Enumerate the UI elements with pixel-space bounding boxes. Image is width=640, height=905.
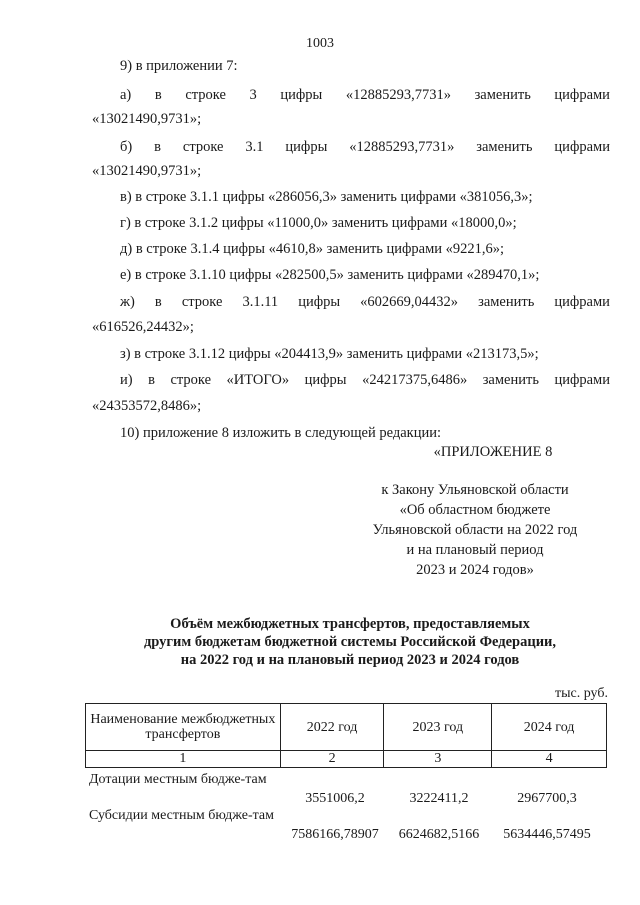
- title-line: на 2022 год и на плановый период 2023 и 2024 годов: [180, 652, 520, 668]
- amendment-g: г) в строке 3.1.2 цифры «11000,0» заменить цифрами «18000,0»;: [120, 215, 517, 231]
- amendment-z: з) в строке 3.1.12 цифры «204413,9» заменить цифрами «213173,5»;: [120, 346, 539, 362]
- word: в: [154, 139, 161, 155]
- value-2023: 6624682,5166: [398, 827, 480, 842]
- transfers-table-header: [85, 703, 607, 768]
- value-2022: 7586166,78907: [291, 827, 379, 842]
- amendment-10: 10) приложение 8 изложить в следующей редакции:: [120, 425, 442, 441]
- title-line: Объём межбюджетных трансфертов, предоставляемых: [170, 616, 530, 632]
- word: цифрами: [554, 139, 610, 155]
- word: 3.1.11: [242, 294, 279, 310]
- value-2022: 3551006,2: [305, 791, 365, 806]
- page-number: 1003: [306, 36, 334, 51]
- word: цифрами: [554, 87, 610, 103]
- word: 3.1: [245, 139, 264, 155]
- amendment-a: [120, 87, 610, 104]
- header-2022: 2022 год: [280, 704, 384, 751]
- word: «ИТОГО»: [226, 372, 290, 388]
- units-label: тыс. руб.: [555, 686, 608, 701]
- word: «602669,04432»: [360, 294, 459, 310]
- word: «12885293,7731»: [345, 87, 451, 103]
- column-number: 4: [492, 751, 607, 768]
- amendment-v: в) в строке 3.1.1 цифры «286056,3» заменить цифрами «381056,3»;: [120, 189, 533, 205]
- amendment-i: [120, 372, 610, 389]
- word: строке: [185, 87, 226, 103]
- amendment-e: е) в строке 3.1.10 цифры «282500,5» заменить цифрами «289470,1»;: [120, 267, 540, 283]
- header-2024: 2024 год: [492, 704, 607, 751]
- amendment-zh-continuation: «616526,24432»;: [92, 319, 194, 335]
- word: в: [154, 294, 162, 310]
- title-line: другим бюджетам бюджетной системы Российской Федерации,: [143, 634, 557, 650]
- amendment-d: д) в строке 3.1.4 цифры «4610,8» заменить цифрами «9221,6»;: [120, 241, 505, 257]
- header-name: Наименование межбюджетных трансфертов: [86, 704, 281, 751]
- word: цифрами: [554, 294, 610, 310]
- word: заменить: [482, 372, 539, 388]
- word: строке: [182, 139, 224, 155]
- value-2024: 5634446,57495: [503, 827, 591, 842]
- word: цифры: [298, 294, 341, 310]
- word: цифры: [285, 139, 328, 155]
- amendment-intro: 9) в приложении 7:: [120, 58, 238, 74]
- appendix-reference: [360, 480, 590, 580]
- reference-line: и на плановый период: [406, 542, 544, 558]
- word: цифрами: [554, 372, 610, 388]
- word: «24217375,6486»: [362, 372, 468, 388]
- document-title: [90, 615, 610, 669]
- column-number: 3: [384, 751, 492, 768]
- word: в: [148, 372, 155, 388]
- amendment-a-continuation: «13021490,9731»;: [92, 111, 202, 127]
- amendment-b: [120, 139, 610, 156]
- reference-line: Ульяновской области на 2022 год: [372, 522, 578, 538]
- word: ж): [120, 294, 135, 310]
- column-number: 2: [280, 751, 384, 768]
- word: заменить: [478, 294, 535, 310]
- word: а): [120, 87, 132, 103]
- column-number: 1: [86, 751, 281, 768]
- word: заменить: [476, 139, 533, 155]
- value-2023: 3222411,2: [409, 791, 469, 806]
- header-2023: 2023 год: [384, 704, 492, 751]
- word: строке: [170, 372, 212, 388]
- word: «12885293,7731»: [349, 139, 455, 155]
- row-name: Дотации местным бюдже-там: [89, 772, 267, 787]
- value-2024: 2967700,3: [517, 791, 577, 806]
- transfers-table-body: [85, 771, 607, 843]
- word: цифры: [304, 372, 347, 388]
- word: б): [120, 139, 133, 155]
- amendment-b-continuation: «13021490,9731»;: [92, 163, 202, 179]
- appendix-heading: «ПРИЛОЖЕНИЕ 8: [433, 444, 553, 460]
- amendment-i-continuation: «24353572,8486»;: [92, 398, 202, 414]
- amendment-zh: [120, 294, 610, 311]
- word: в: [154, 87, 162, 103]
- word: 3: [249, 87, 257, 103]
- reference-line: «Об областном бюджете: [399, 502, 551, 518]
- table-row: [85, 771, 607, 807]
- row-name: Субсидии местным бюдже-там: [89, 808, 274, 823]
- table-row: [85, 807, 607, 843]
- word: и): [120, 372, 133, 388]
- word: цифры: [280, 87, 323, 103]
- reference-line: 2023 и 2024 годов»: [416, 562, 534, 578]
- word: строке: [181, 294, 223, 310]
- reference-line: к Закону Ульяновской области: [381, 482, 569, 498]
- word: заменить: [474, 87, 531, 103]
